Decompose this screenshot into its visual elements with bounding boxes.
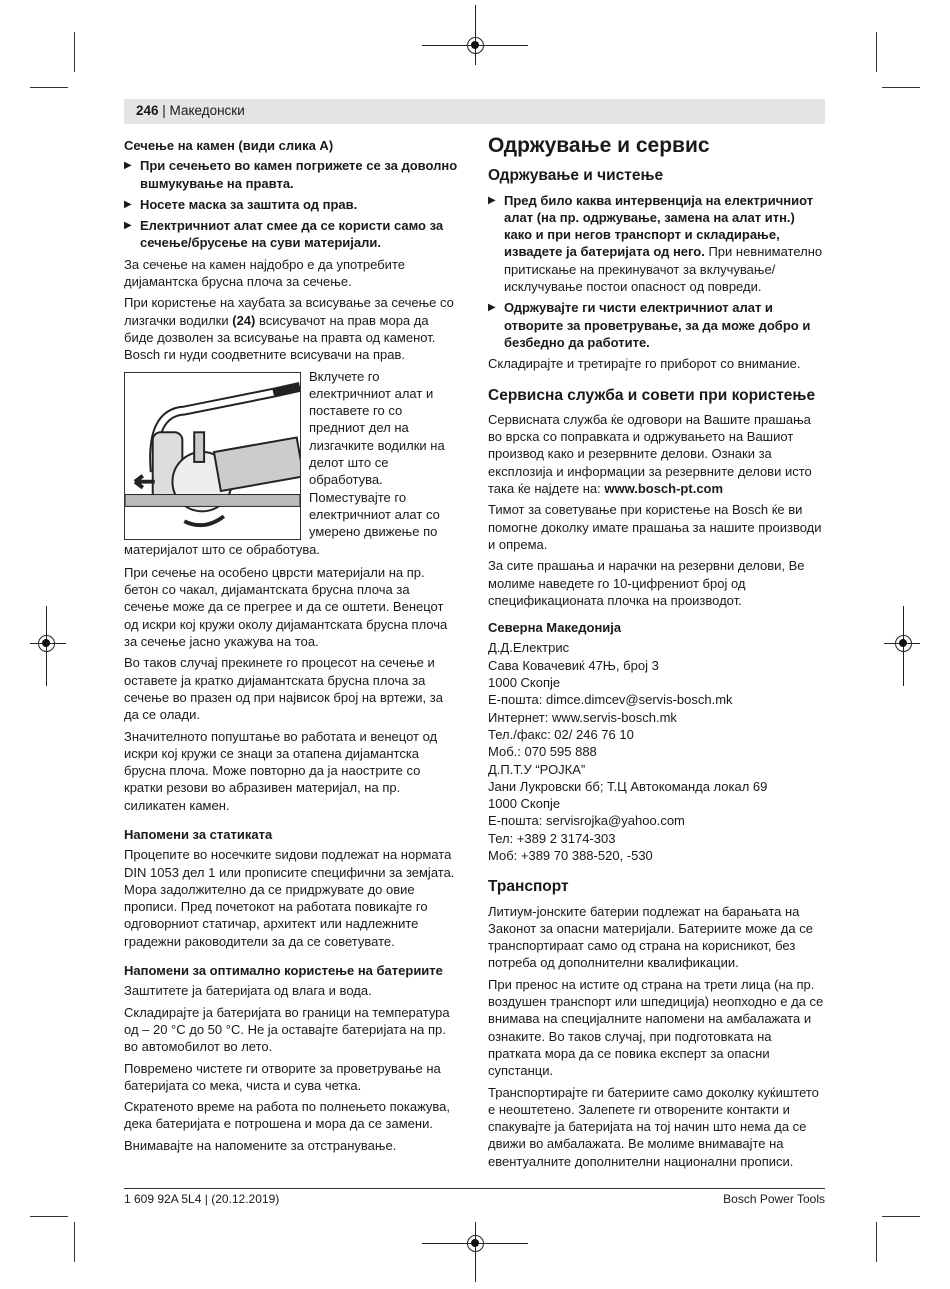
- warning-bullet: ▶ Носете маска за заштита од прав.: [124, 196, 358, 212]
- page-header: 246 | Македонски: [136, 103, 245, 118]
- figure-caption: Вклучете го електричниот алат и поставете го со предниот дел на лизгачките водилки на делот што се обработува. Поместувајте го електричниот алат со умерено движење по материјалот што се обработува.: [124, 368, 445, 557]
- crop-mark: [876, 1222, 877, 1262]
- contact-line: Тел./факс: 02/ 246 76 10: [488, 726, 634, 742]
- paragraph: За сите прашања и нарачки на резервни делови, Ве молиме наведете го 10-цифрениот број од спецификационата плочка на производот.: [488, 558, 805, 608]
- paragraph: За сечење на камен најдобро е да употребите дијамантска брусна плоча за сечење.: [124, 256, 405, 290]
- paragraph: Тимот за советување при користење на Bosch ќе ви помогне доколку имате прашања за нашите производи и опрема.: [488, 502, 822, 552]
- warning-bullet: ▶ Пред било каква интервенција на електричниот алат (на пр. одржување, замена на алат итн.) како и при негов транспорт и складирање, извадете ја батеријата од него. При невнимателно притискање на прекинувачот за вклучување/исклучување постои опасност од повреди.: [488, 192, 823, 295]
- crop-mark: [882, 1216, 920, 1217]
- section-heading: Напомени за оптимално користење на батериите: [124, 963, 443, 979]
- section-heading: Сечење на камен (види слика A): [124, 138, 334, 153]
- paragraph: Сервисната служба ќе одговори на Вашите прашања во врска со поправката и одржувањето на Вашиот производ како и резервните делови. Ознаки за експлозија и информации за резервните делови исто така ќе најдете на: www.bosch-pt.com: [488, 411, 812, 497]
- paragraph: Скратеното време на работа по полнењето покажува, дека батеријата е потрошена и мора да се замени.: [124, 1099, 451, 1132]
- paragraph: Повремено чистете ги отворите за проветрување на батеријата со мека, чиста и сува четка.: [124, 1060, 441, 1093]
- contact-block: [488, 639, 826, 864]
- registration-target-icon: [38, 635, 55, 652]
- warning-bullet: ▶ Електричниот алат смее да се користи само за сечење/брусење на суви материјали.: [124, 218, 444, 251]
- footer-brand: Bosch Power Tools: [723, 1192, 825, 1206]
- contact-line: 1000 Скопје: [488, 675, 561, 691]
- paragraph: При користење на хаубата за всисување за сечење со лизгачки водилки (24) всисувачот на прав мора да биде дозволен за всисување на правта од каменот. Bosch ги нуди соодветните всисувачи на прав.: [124, 295, 454, 363]
- bullet-arrow-icon: ▶: [124, 160, 132, 172]
- figure-block: [124, 368, 458, 562]
- contact-line: Јани Лукровски бб; Т.Ц Автокоманда локал 69: [488, 778, 768, 794]
- crop-mark: [74, 32, 75, 72]
- bullet-arrow-icon: ▶: [488, 302, 496, 314]
- page-language: Македонски: [169, 103, 245, 118]
- website-link[interactable]: www.bosch-pt.com: [604, 481, 724, 497]
- crop-mark: [30, 1216, 68, 1217]
- country-heading: Северна Македонија: [488, 620, 622, 636]
- registration-mark: [475, 5, 476, 65]
- contact-line: Сава Ковачевиќ 47Њ, број 3: [488, 657, 659, 673]
- page-number: 246: [136, 103, 159, 118]
- contact-line: 1000 Скопје: [488, 796, 561, 812]
- paragraph: Заштитете ја батеријата од влага и вода.: [124, 983, 372, 999]
- paragraph: Внимавајте на напомените за отстранување.: [124, 1137, 397, 1153]
- chapter-title: Одржување и сервис: [488, 134, 710, 157]
- section-heading: Транспорт: [488, 878, 569, 896]
- registration-target-icon: [467, 37, 484, 54]
- paragraph: Транспортирајте ги батериите само доколку куќиштето е неоштетено. Залепете ги отворените контакти и спакувајте ја батеријата на тој начин што нема да се движи во амбалажата. Ве молиме внимавајте на евентуалните дополнителни национални прописи.: [488, 1084, 819, 1169]
- paragraph: При пренос на истите од страна на трети лица (на пр. воздушен транспорт или шпедиција) неопходно е да се внимава на специјалните напомени на амбалажата и ознаките. Во таков случај, при подготовката на пратката мора да се повика експерт за опасни супстанци.: [488, 976, 824, 1079]
- section-heading: Сервисна служба и совети при користење: [488, 386, 816, 404]
- paragraph: Складирајте и третирајте го приборот со внимание.: [488, 356, 801, 372]
- paragraph: Значителното попуштање во работата и венецот од искри кој кружи се знаци за отапена дијамантска брусна плоча. Може повторно да ја наострите со кратки резови во абразивен материјал, на пр. силикатен камен.: [124, 728, 438, 813]
- crop-mark: [876, 32, 877, 72]
- footer-rule: [124, 1188, 825, 1189]
- crop-mark: [882, 87, 920, 88]
- warning-bullet: ▶ При сечењето во камен погрижете се за доволно вшмукување на правта.: [124, 158, 458, 191]
- crop-mark: [74, 1222, 75, 1262]
- bullet-arrow-icon: ▶: [124, 198, 132, 210]
- registration-target-icon: [895, 635, 912, 652]
- paragraph: При сечење на особено цврсти материјали на пр. бетон со чакал, дијамантската брусна плоча за сечење може да се прегрее и да се оштети. Венецот од искри кој кружи околу дијамантската брусна плоча за сечење јасно укажува на тоа.: [124, 564, 448, 650]
- paragraph: Процепите во носечките ѕидови подлежат на нормата DIN 1053 дел 1 или прописите специфични за земјата. Мора задолжително да се придржувате до овие прописи. Пред почетокот на работата повикајте го одговорниот статичар, архитект или надлежните градежни раководители за да се советувате.: [124, 847, 455, 949]
- contact-line: Моб: +389 70 388-520, -530: [488, 847, 653, 863]
- bullet-arrow-icon: ▶: [124, 220, 132, 232]
- paragraph: Во таков случај прекинете го процесот на сечење и оставете ја кратко дијамантската брусна плоча за сечење во празен од при највисок број на вртежи, за да се олади.: [124, 655, 443, 723]
- registration-target-icon: [467, 1235, 484, 1252]
- right-column: [488, 134, 826, 1174]
- contact-line: Д.Д.Електрис: [488, 640, 570, 656]
- paragraph: Литиум-јонските батерии подлежат на барањата на Законот за опасни материјали. Батериите може да се транспортираат само од страна на корисникот, без потреба од дополнителни квалификации.: [488, 903, 813, 971]
- registration-mark: [475, 1222, 476, 1282]
- contact-email[interactable]: Е-пошта: dimce.dimcev@servis-bosch.mk: [488, 692, 733, 708]
- paragraph: Складирајте ја батеријата во граници на температура од – 20 °C до 50 °C. Не ја оставајте батеријата на пр. во автомобилот во лето.: [124, 1004, 450, 1055]
- contact-line: Тел: +389 2 3174-303: [488, 830, 616, 846]
- left-column: [124, 137, 458, 1158]
- cutting-illustration: [124, 372, 301, 540]
- angle-grinder-drawing: [125, 373, 300, 539]
- section-heading: Одржување и чистење: [488, 167, 664, 185]
- crop-mark: [30, 87, 68, 88]
- warning-bullet: ▶ Одржувајте ги чисти електричниот алат и отворите за проветрување, за да може добро и безбедно да работите.: [488, 300, 811, 350]
- contact-email[interactable]: Е-пошта: servisrojka@yahoo.com: [488, 813, 685, 829]
- footer-doc-id: 1 609 92A 5L4 | (20.12.2019): [124, 1192, 280, 1206]
- contact-website[interactable]: Интернет: www.servis-bosch.mk: [488, 709, 677, 725]
- contact-line: Д.П.Т.У “РОЈКА”: [488, 761, 586, 777]
- section-heading: Напомени за статиката: [124, 826, 273, 842]
- bullet-arrow-icon: ▶: [488, 194, 496, 206]
- contact-line: Моб.: 070 595 888: [488, 744, 597, 760]
